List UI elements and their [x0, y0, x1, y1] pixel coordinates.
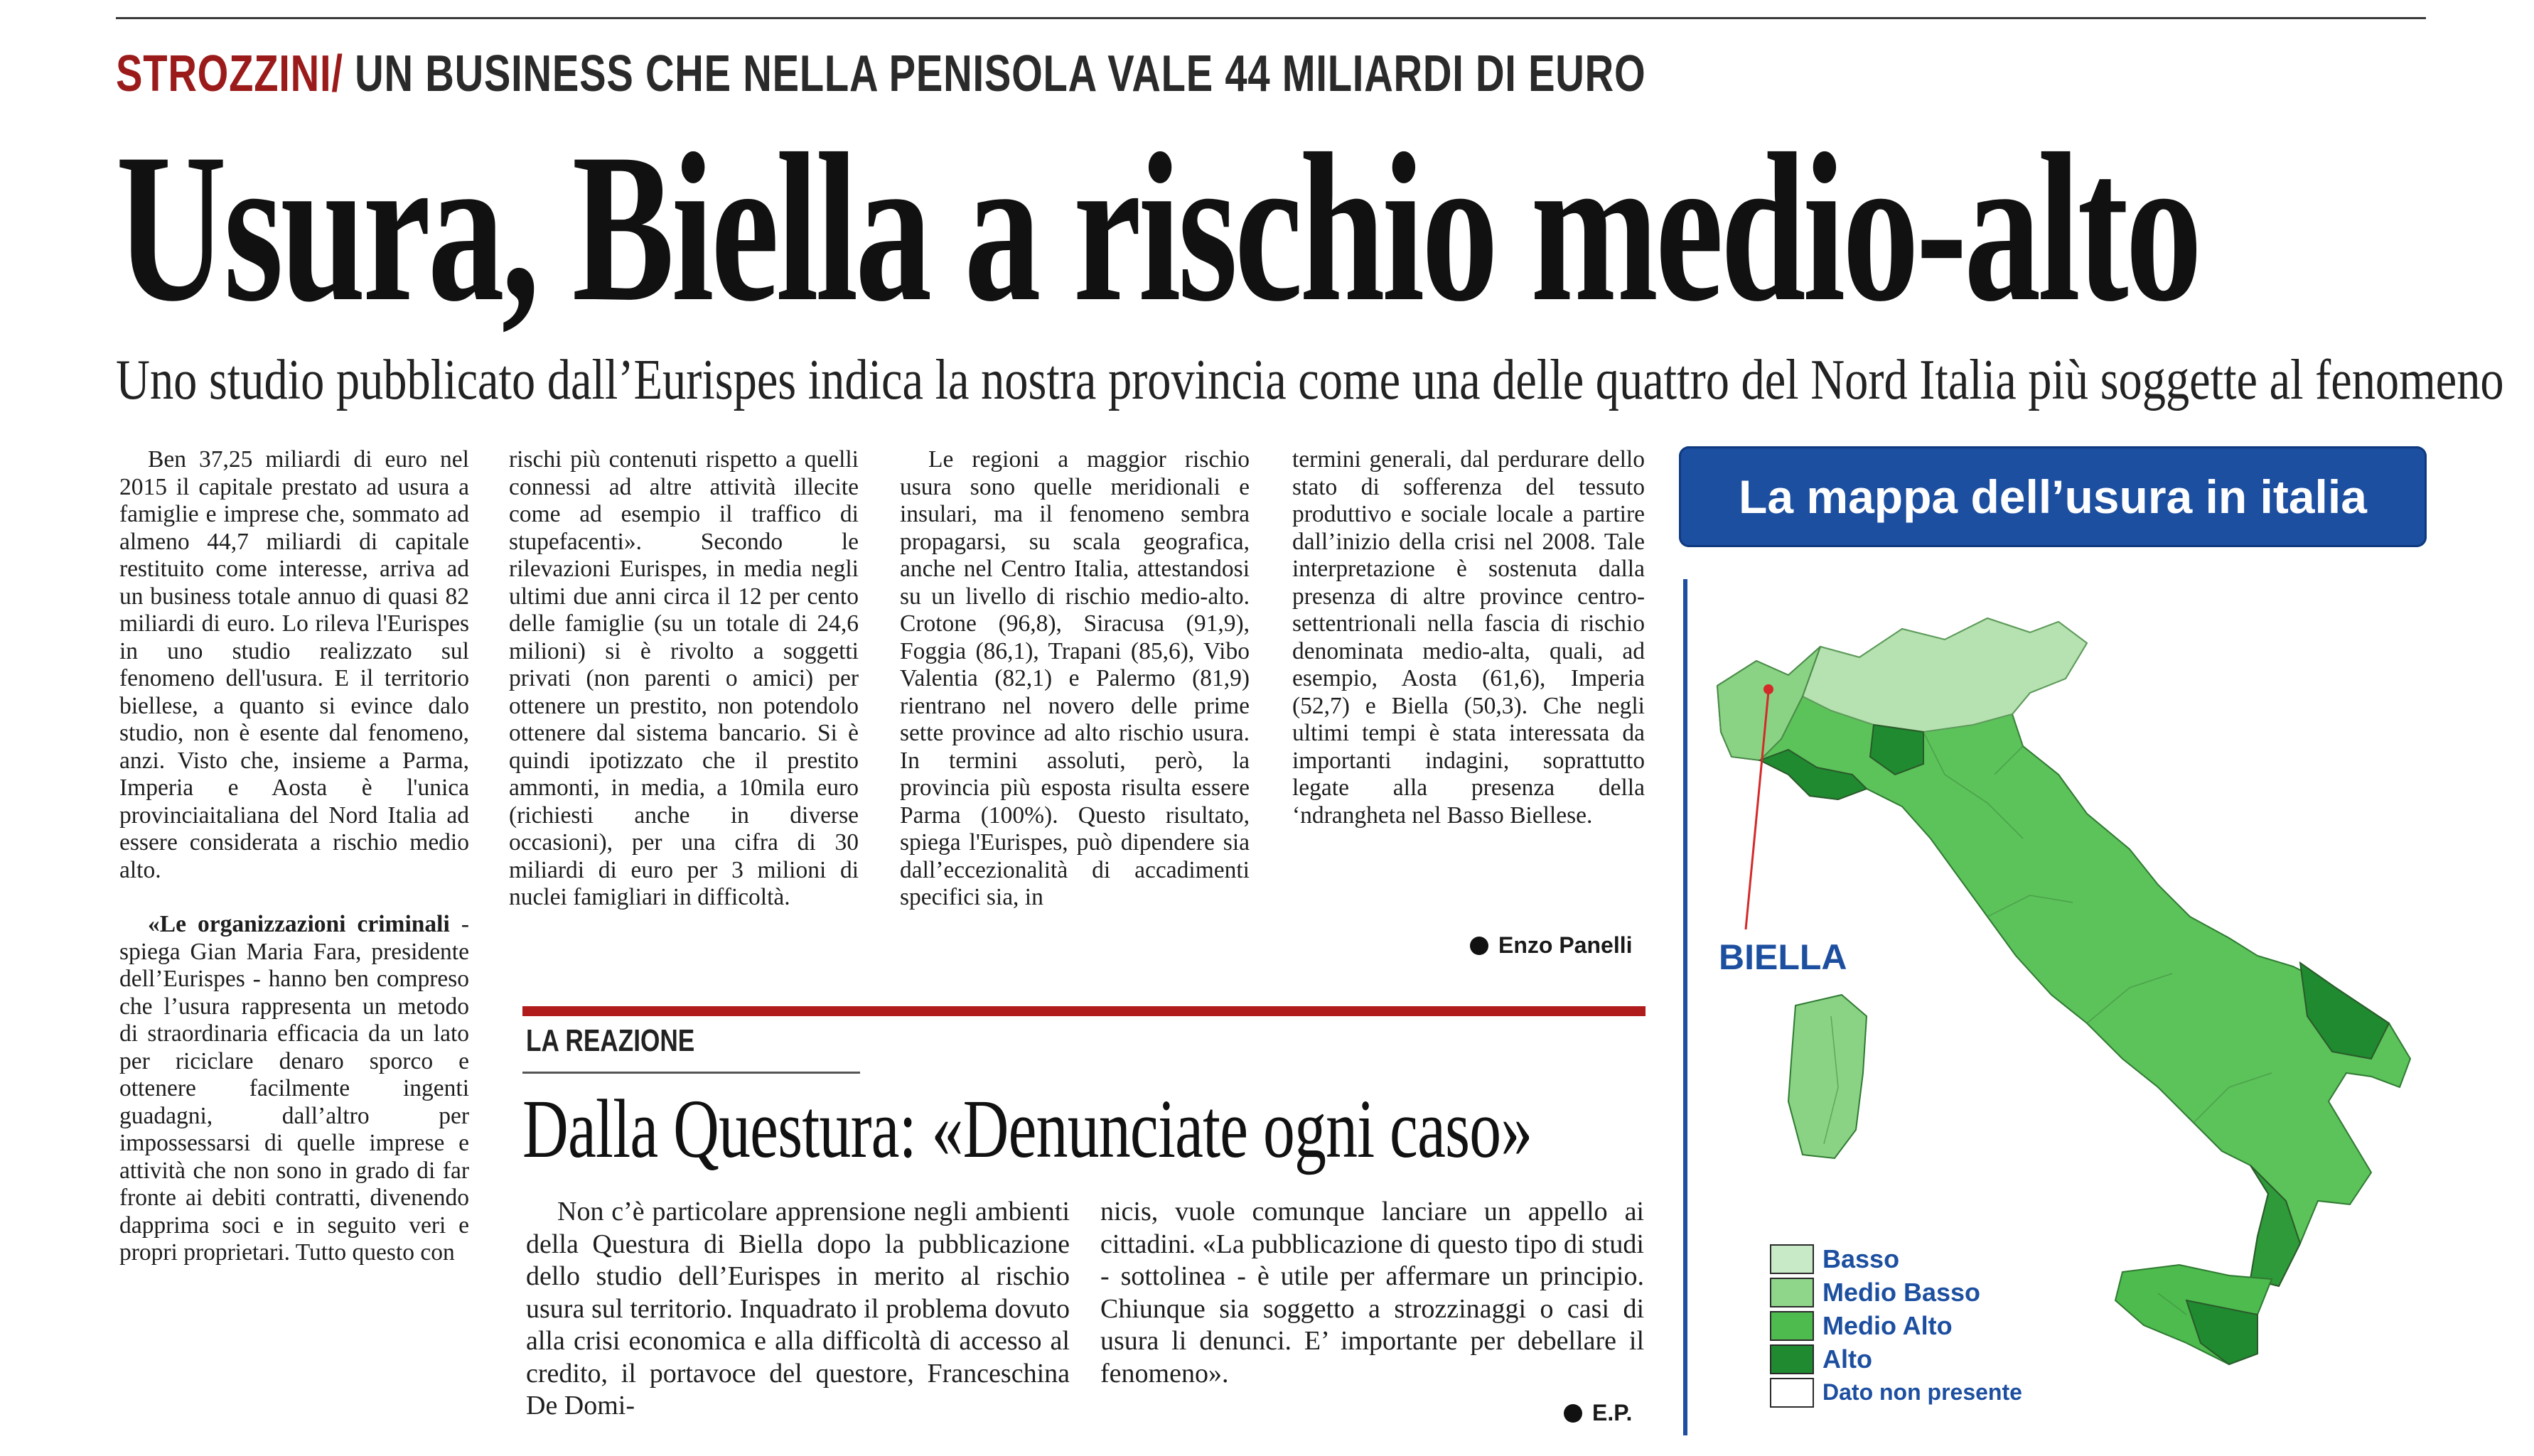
kicker-topic: STROZZINI/: [116, 45, 343, 102]
paragraph: rischi più contenuti rispetto a quelli connessi ad altre attività illecite come ad esempio il traffico di stupefacenti». Secondo le rilevazioni Eurispes, in media negli ultimi due anni circa il 12 per cento delle famiglie (su un totale di 24,6 milioni) si è rivolto a soggetti privati (non parenti o amici) per ottenere un prestito, non potendolo ottenere dal sistema bancario. Si è quindi ipotizzato che il prestito ammonti, in media, a 10mila euro (richiesti anche in diverse occasioni), per una cifra di 30 miliardi di euro per 3 milioni di nuclei famigliari in difficoltà.: [509, 446, 859, 910]
legend-label: Alto: [1822, 1344, 1872, 1374]
secondary-headline: Dalla Questura: «Denunciate ogni caso»: [522, 1082, 1532, 1175]
paragraph: termini generali, dal perdurare dello stato di sofferenza del tessuto produttivo e sociale locale a partire dall’inizio della crisi nel 2008. Tale interpretazione è sostenuta dalla presenza di altre province centro-settentrionali nella fascia di rischio denominata medio-alta, quali, ad esempio, Aosta (61,6), Imperia (52,7) e Biella (50,3). Che negli ultimi tempi è stata interessata da importanti indagini, soprattutto legate alla presenza della ‘ndrangheta nel Basso Biellese.: [1292, 446, 1645, 829]
legend-swatch: [1770, 1278, 1814, 1307]
paragraph: [119, 911, 469, 1267]
paragraph: Non c’è particolare apprensione negli ambienti della Questura di Biella dopo la pubblicazione dello studio dell’Eurispes in merito al rischio usura sul territorio. Inquadrato il problema dovuto alla crisi economica e alla difficoltà di accesso al credito, il portavoce del questore, Franceschina De Domi-: [526, 1197, 1070, 1420]
map-title-banner: [1679, 446, 2427, 547]
article-column-3: [900, 446, 1250, 912]
legend-item: [1770, 1376, 2022, 1409]
legend-item: [1770, 1276, 2022, 1309]
reazione-column-1: [526, 1196, 1070, 1423]
reazione-column-2: [1100, 1196, 1644, 1390]
byline: [1564, 1400, 1632, 1426]
paragraph: Le regioni a maggior rischio usura sono quelle meridionali e insulari, ma il fenomeno sembra propagarsi, su scala geografica, anche nel Centro Italia, attestandosi su un livello di rischio medio-alto. Crotone (96,8), Siracusa (91,9), Foggia (86,1), Trapani (85,6), Vibo Valentia (82,1) e Palermo (81,9) rientrano nel novero delle prime sette province ad alto rischio usura. In termini assoluti, però, la provincia più esposta risulta essere Parma (100%). Questo risultato, spiega l'Eurispes, può dipendere sia dall’eccezionalità di accadimenti specifici sia, in: [900, 446, 1250, 910]
legend-item: [1770, 1342, 2022, 1376]
quote-lead: «Le organizzazioni criminali: [148, 911, 450, 937]
map-title: La mappa dell’usura in italia: [1739, 470, 2367, 523]
legend-swatch: [1770, 1244, 1814, 1274]
legend-label: Dato non presente: [1822, 1379, 2022, 1405]
map-border: [1683, 579, 1687, 1435]
sardinia: [1788, 995, 1867, 1158]
bullet-icon: [1564, 1404, 1582, 1423]
subheadline: Uno studio pubblicato dall’Eurispes indica la nostra provincia come una delle quattro del Nord Italia più soggette al fenomeno: [116, 349, 2504, 411]
biella-label: BIELLA: [1719, 937, 1847, 977]
paragraph-text: - spiega Gian Maria Fara, presidente dell’Eurispes - hanno ben compreso che l’usura rappresenta un metodo di straordinaria efficacia da un lato per riciclare denaro sporco e ottenere facilmente ingenti guadagni, dall’altro per impossessarsi di quelle imprese e attività che non sono in grado di far fronte ai debiti contratti, divenendo dapprima soci e in seguito veri e propri proprietari. Tutto questo con: [119, 911, 469, 1266]
section-rule: [522, 1006, 1646, 1016]
top-rule: [116, 17, 2426, 19]
article-column-2: [509, 446, 859, 912]
article-column-4: [1292, 446, 1645, 829]
legend-label: Medio Alto: [1822, 1310, 1953, 1340]
paragraph: nicis, vuole comunque lanciare un appello ai cittadini. «La pubblicazione di questo tipo di studi - sottolinea - è utile per affermare un principio. Chiunque sia soggetto a strozzinaggi o casi di usura li denunci. E’ importante per debellare il fenomeno».: [1100, 1197, 1644, 1388]
bullet-icon: [1470, 937, 1488, 955]
biella-marker: [1763, 684, 1773, 694]
section-underline: [522, 1072, 860, 1074]
article-column-1: [119, 446, 469, 1267]
kicker: [116, 45, 1646, 102]
byline-author: E.P.: [1592, 1400, 1633, 1425]
legend-item: [1770, 1309, 2022, 1342]
paragraph: Ben 37,25 miliardi di euro nel 2015 il capitale prestato ad usura a famiglie e imprese che, sommato ad almeno 44,7 miliardi di capitale restituito come interesse, arriva ad un business totale annuo di quasi 82 miliardi di euro. Lo rileva l'Eurispes in uno studio realizzato sul fenomeno dell'usura. E il territorio biellese, a quanto si evince dalo studio, non è esente dal fenomeno, anzi. Visto che, insieme a Parma, Imperia e Aosta è l'unica provinciaitaliana del Nord Italia ad essere considerata a rischio medio alto.: [119, 446, 469, 883]
legend-swatch: [1770, 1344, 1814, 1374]
legend-label: Basso: [1822, 1244, 1900, 1273]
legend-swatch: [1770, 1311, 1814, 1341]
byline: [1470, 932, 1632, 959]
kicker-text: UN BUSINESS CHE NELLA PENISOLA VALE 44 MILIARDI DI EURO: [343, 45, 1646, 102]
headline: Usura, Biella a rischio medio-alto: [116, 109, 2199, 345]
region-north: [1803, 618, 2087, 732]
byline-author: Enzo Panelli: [1498, 932, 1633, 958]
legend-swatch: [1770, 1378, 1814, 1408]
section-label: LA REAZIONE: [526, 1023, 695, 1058]
legend-label: Medio Basso: [1822, 1277, 1981, 1307]
map-legend: [1770, 1242, 2022, 1409]
legend-item: [1770, 1242, 2022, 1276]
